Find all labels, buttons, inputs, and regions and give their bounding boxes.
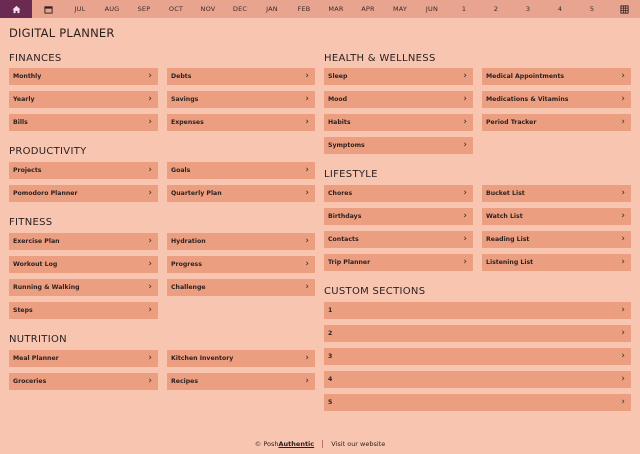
chevron-right-icon: › — [621, 328, 625, 338]
link-symptoms[interactable] — [324, 137, 473, 154]
chevron-right-icon: › — [148, 259, 152, 269]
link-label: Steps — [13, 307, 33, 314]
link-custom-2[interactable] — [324, 325, 631, 342]
chevron-right-icon: › — [621, 374, 625, 384]
chevron-right-icon: › — [305, 376, 309, 386]
nav-tab-dec[interactable]: DEC — [232, 5, 248, 13]
link-steps[interactable] — [9, 302, 158, 319]
link-medical-appointments[interactable] — [482, 68, 631, 85]
nav-tab-1[interactable]: 1 — [461, 5, 467, 13]
chevron-right-icon: › — [305, 236, 309, 246]
nav-tab-mar[interactable]: MAR — [328, 5, 344, 13]
link-groceries[interactable] — [9, 373, 158, 390]
link-birthdays[interactable] — [324, 208, 473, 225]
chevron-right-icon: › — [148, 165, 152, 175]
link-chores[interactable] — [324, 185, 473, 202]
link-label: Sleep — [328, 73, 348, 80]
link-exercise-plan[interactable] — [9, 233, 158, 250]
link-habits[interactable] — [324, 114, 473, 131]
section-title-health-wellness: HEALTH & WELLNESS — [324, 53, 436, 64]
link-label: Pomodoro Planner — [13, 190, 78, 197]
chevron-right-icon: › — [621, 117, 625, 127]
link-label: Mood — [328, 96, 348, 103]
top-nav — [0, 0, 640, 18]
link-workout-log[interactable] — [9, 256, 158, 273]
section-title-productivity: PRODUCTIVITY — [9, 146, 87, 157]
chevron-right-icon: › — [305, 259, 309, 269]
chevron-right-icon: › — [463, 234, 467, 244]
section-title-nutrition: NUTRITION — [9, 334, 67, 345]
home-icon — [12, 5, 21, 14]
link-quarterly-plan[interactable] — [167, 185, 315, 202]
link-bucket-list[interactable] — [482, 185, 631, 202]
link-meal-planner[interactable] — [9, 350, 158, 367]
link-label: Period Tracker — [486, 119, 537, 126]
link-custom-3[interactable] — [324, 348, 631, 365]
link-reading-list[interactable] — [482, 231, 631, 248]
nav-tab-sep[interactable]: SEP — [137, 5, 151, 13]
link-label: Watch List — [486, 213, 523, 220]
footer — [0, 440, 640, 448]
notebook-tab[interactable] — [608, 0, 640, 18]
chevron-right-icon: › — [463, 71, 467, 81]
nav-tab-5[interactable]: 5 — [589, 5, 595, 13]
link-yearly[interactable] — [9, 91, 158, 108]
link-label: Bucket List — [486, 190, 525, 197]
link-label: Birthdays — [328, 213, 362, 220]
link-label: 1 — [328, 307, 333, 314]
link-savings[interactable] — [167, 91, 315, 108]
chevron-right-icon: › — [148, 71, 152, 81]
link-sleep[interactable] — [324, 68, 473, 85]
section-title-fitness: FITNESS — [9, 217, 53, 228]
chevron-right-icon: › — [305, 188, 309, 198]
chevron-right-icon: › — [621, 257, 625, 267]
chevron-right-icon: › — [621, 351, 625, 361]
link-custom-4[interactable] — [324, 371, 631, 388]
chevron-right-icon: › — [148, 376, 152, 386]
link-label: Expenses — [171, 119, 204, 126]
chevron-right-icon: › — [621, 234, 625, 244]
link-label: Reading List — [486, 236, 530, 243]
nav-tab-aug[interactable]: AUG — [104, 5, 120, 13]
link-label: Exercise Plan — [13, 238, 60, 245]
nav-tab-may[interactable]: MAY — [392, 5, 408, 13]
chevron-right-icon: › — [463, 257, 467, 267]
chevron-right-icon: › — [621, 94, 625, 104]
link-goals[interactable] — [167, 162, 315, 179]
chevron-right-icon: › — [305, 165, 309, 175]
chevron-right-icon: › — [463, 117, 467, 127]
chevron-right-icon: › — [621, 397, 625, 407]
link-custom-5[interactable] — [324, 394, 631, 411]
link-label: Listening List — [486, 259, 534, 266]
chevron-right-icon: › — [148, 94, 152, 104]
link-label: 5 — [328, 399, 333, 406]
link-mood[interactable] — [324, 91, 473, 108]
chevron-right-icon: › — [621, 71, 625, 81]
link-label: Running & Walking — [13, 284, 80, 291]
link-medications-vitamins[interactable] — [482, 91, 631, 108]
chevron-right-icon: › — [621, 188, 625, 198]
link-contacts[interactable] — [324, 231, 473, 248]
link-label: Goals — [171, 167, 191, 174]
link-label: 4 — [328, 376, 333, 383]
link-label: Symptoms — [328, 142, 365, 149]
link-kitchen-inventory[interactable] — [167, 350, 315, 367]
link-label: Habits — [328, 119, 351, 126]
calendar-tab[interactable] — [32, 0, 64, 18]
link-label: Workout Log — [13, 261, 58, 268]
link-label: Groceries — [13, 378, 47, 385]
link-projects[interactable] — [9, 162, 158, 179]
link-trip-planner[interactable] — [324, 254, 473, 271]
nav-tab-nov[interactable]: NOV — [200, 5, 216, 13]
page-title: DIGITAL PLANNER — [9, 26, 115, 40]
section-title-finances: FINANCES — [9, 53, 62, 64]
link-label: Projects — [13, 167, 42, 174]
calendar-icon — [44, 5, 53, 14]
link-label: 2 — [328, 330, 333, 337]
link-progress[interactable] — [167, 256, 315, 273]
nav-tab-jan[interactable]: JAN — [266, 5, 278, 13]
link-label: Medications & Vitamins — [486, 96, 569, 103]
link-monthly[interactable] — [9, 68, 158, 85]
chevron-right-icon: › — [305, 71, 309, 81]
nav-tab-oct[interactable]: OCT — [168, 5, 184, 13]
link-label: Savings — [171, 96, 199, 103]
link-label: Kitchen Inventory — [171, 355, 234, 362]
link-period-tracker[interactable] — [482, 114, 631, 131]
chevron-right-icon: › — [305, 282, 309, 292]
link-custom-1[interactable] — [324, 302, 631, 319]
link-label: Trip Planner — [328, 259, 371, 266]
link-label: Challenge — [171, 284, 206, 291]
link-label: Progress — [171, 261, 202, 268]
chevron-right-icon: › — [305, 94, 309, 104]
chevron-right-icon: › — [148, 353, 152, 363]
link-running-walking[interactable] — [9, 279, 158, 296]
chevron-right-icon: › — [621, 305, 625, 315]
link-hydration[interactable] — [167, 233, 315, 250]
home-tab[interactable] — [0, 0, 32, 18]
link-label: Contacts — [328, 236, 359, 243]
chevron-right-icon: › — [305, 353, 309, 363]
link-label: Meal Planner — [13, 355, 59, 362]
link-label: 3 — [328, 353, 333, 360]
link-label: Medical Appointments — [486, 73, 565, 80]
nav-tab-apr[interactable]: APR — [361, 5, 375, 13]
planner-icon — [620, 5, 629, 14]
nav-tab-feb[interactable]: FEB — [297, 5, 311, 13]
chevron-right-icon: › — [463, 188, 467, 198]
chevron-right-icon: › — [148, 305, 152, 315]
chevron-right-icon: › — [463, 211, 467, 221]
chevron-right-icon: › — [305, 117, 309, 127]
link-label: Bills — [13, 119, 28, 126]
nav-tab-jul[interactable]: JUL — [74, 5, 86, 13]
link-label: Quarterly Plan — [171, 190, 222, 197]
link-recipes[interactable] — [167, 373, 315, 390]
footer-divider — [322, 440, 323, 448]
link-watch-list[interactable] — [482, 208, 631, 225]
section-title-lifestyle: LIFESTYLE — [324, 169, 378, 180]
link-label: Chores — [328, 190, 353, 197]
chevron-right-icon: › — [148, 188, 152, 198]
nav-tab-4[interactable]: 4 — [557, 5, 563, 13]
link-label: Hydration — [171, 238, 206, 245]
chevron-right-icon: › — [463, 140, 467, 150]
chevron-right-icon: › — [148, 117, 152, 127]
chevron-right-icon: › — [148, 236, 152, 246]
chevron-right-icon: › — [148, 282, 152, 292]
chevron-right-icon: › — [621, 211, 625, 221]
link-label: Recipes — [171, 378, 199, 385]
link-bills[interactable] — [9, 114, 158, 131]
section-title-custom-sections: CUSTOM SECTIONS — [324, 286, 426, 297]
website-link[interactable]: Visit our website — [331, 440, 386, 448]
link-label: Debts — [171, 73, 192, 80]
link-listening-list[interactable] — [482, 254, 631, 271]
link-label: Yearly — [13, 96, 35, 103]
nav-tab-3[interactable]: 3 — [525, 5, 531, 13]
link-pomodoro-planner[interactable] — [9, 185, 158, 202]
link-expenses[interactable] — [167, 114, 315, 131]
nav-tab-2[interactable]: 2 — [493, 5, 499, 13]
nav-tab-jun[interactable]: JUN — [425, 5, 439, 13]
copyright-text: © Posh — [254, 440, 279, 448]
chevron-right-icon: › — [463, 94, 467, 104]
brand-link[interactable]: Authentic — [278, 440, 315, 448]
link-challenge[interactable] — [167, 279, 315, 296]
link-label: Monthly — [13, 73, 42, 80]
link-debts[interactable] — [167, 68, 315, 85]
